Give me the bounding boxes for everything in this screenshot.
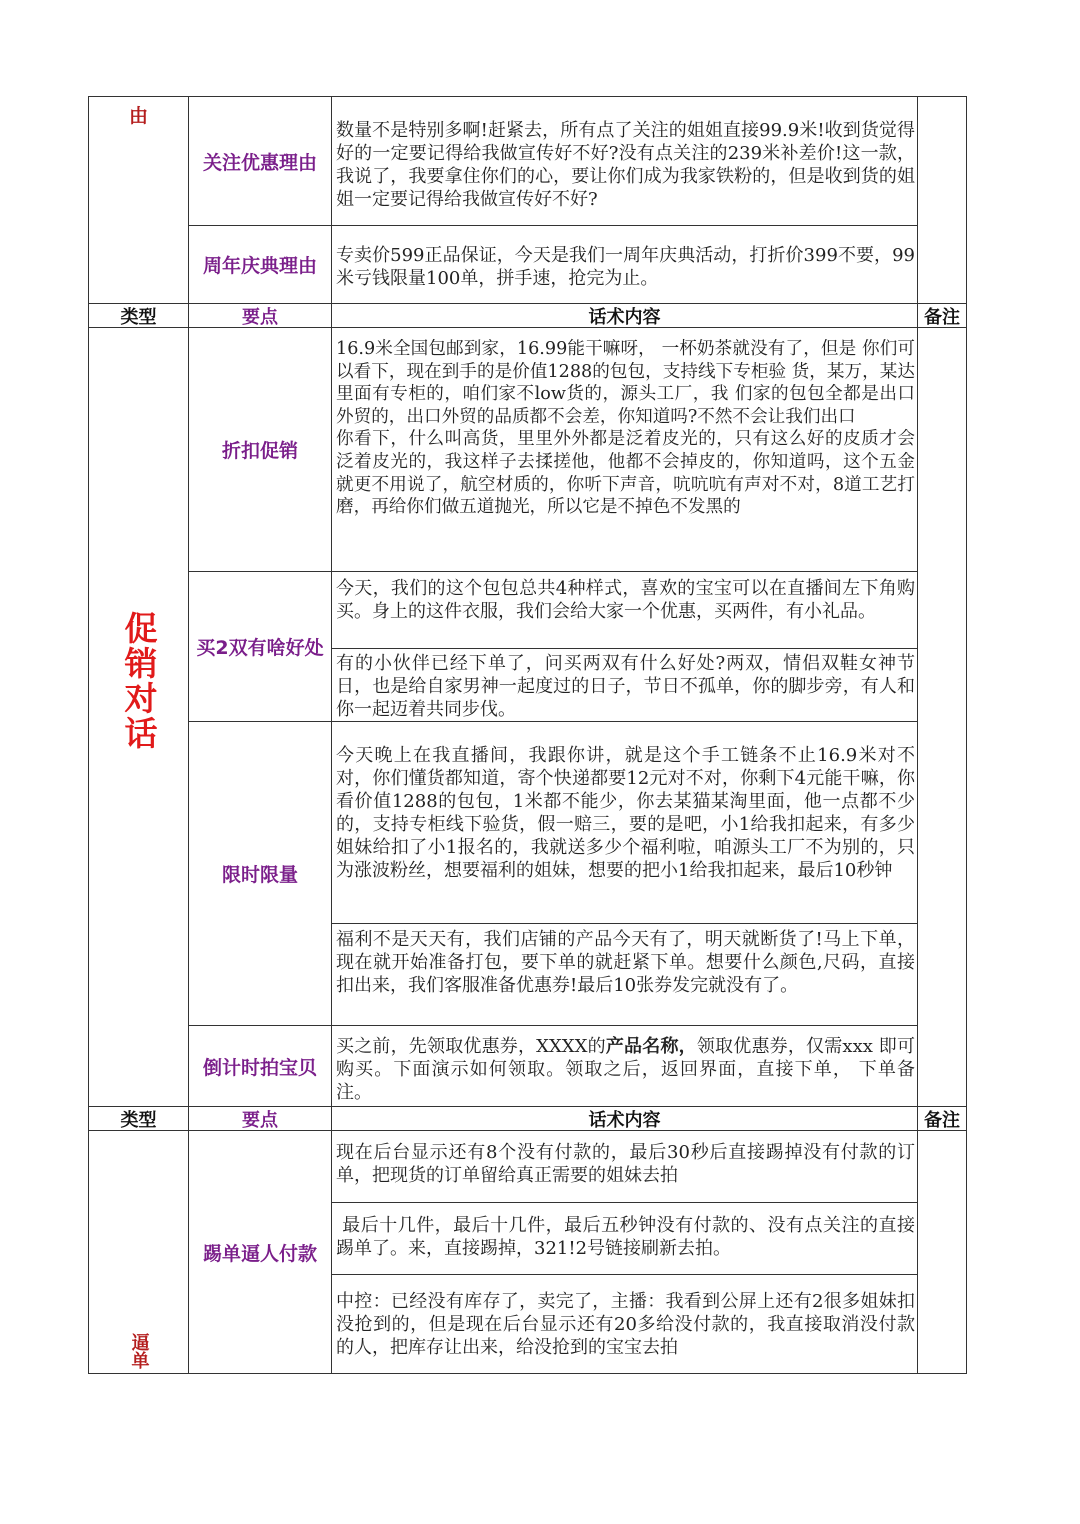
- key-cell-discount-promo: [188, 327, 332, 572]
- content-text-post: 领取优惠券，仅需xxx 即可购买。下面演示如何领取。领取之后，返回界面，直接下单， 下单备注。: [336, 1036, 915, 1103]
- header-note: 备注: [917, 1106, 967, 1131]
- content-text: 16.9米全国包邮到家，16.99能干嘛呀， 一杯奶茶就没有了，但是 你们可以看下，现在到手的是价值1288的包包，支持线下专柜验 货，某万，某达里面有专柜的，咱们家不low货的，源头工厂，我 们家的包包全都是出口外贸的，出口外贸的品质都不会差，你知道吗?不然不会让我们出口: [336, 339, 915, 427]
- section3-type-cell: [88, 1130, 189, 1374]
- key-cell-countdown: [188, 1025, 332, 1107]
- content-cell-follow-discount: [331, 96, 918, 226]
- content-text: 中控：已经没有库存了，卖完了，主播：我看到公屏上还有2很多姐妹扣没抢到的，但是现在后台显示还有20多给没付款的，我直接取消没付款的人，把库存让出来，给没抢到的宝宝去拍: [336, 1291, 915, 1358]
- header-note: 备注: [917, 303, 967, 328]
- section2-type-cell: [88, 327, 189, 1107]
- content-divider: [332, 923, 917, 924]
- key-label-countdown: 倒计时拍宝贝: [202, 1056, 317, 1079]
- key-cell-limited: [188, 721, 332, 1026]
- key-label-discount-promo: 折扣促销: [221, 440, 298, 462]
- note-cell: [917, 96, 967, 304]
- content-text: 现在后台显示还有8个没有付款的，最后30秒后直接踢掉没有付款的订单，把现货的订单留给真正需要的姐妹去拍: [336, 1142, 915, 1186]
- header-content: 话术内容: [331, 1106, 918, 1131]
- content-cell-buy-two: [331, 571, 918, 722]
- content-text: 福利不是天天有，我们店铺的产品今天有了，明天就断货了!马上下单，现在就开始准备打包，要下单的就赶紧下单。想要什么颜色,尺码，直接扣出来，我们客服准备优惠券!最后10张券发完就没有了。: [336, 929, 915, 996]
- header-content: 话术内容: [331, 303, 918, 328]
- header-type: 类型: [88, 1106, 189, 1131]
- product-name-bold: 产品名称，: [605, 1036, 697, 1057]
- content-divider: [332, 1202, 917, 1203]
- section2-type-label: 促销对话: [119, 611, 159, 751]
- content-cell-countdown: [331, 1025, 918, 1107]
- header-key: 要点: [188, 303, 332, 328]
- content-cell-limited: [331, 721, 918, 1026]
- section1-type-label: 由: [128, 105, 148, 127]
- content-cell-kick-order: [331, 1130, 918, 1374]
- key-cell-follow-discount: [188, 96, 332, 226]
- content-text: 有的小伙伴已经下单了，问买两双有什么好处?两双，情侣双鞋女神节日，也是给自家男神一起度过的日子，节日不孤单，你的脚步旁，有人和你一起迈着共同步伐。: [336, 653, 915, 720]
- content-cell-anniversary: [331, 225, 918, 304]
- key-cell-kick-order: [188, 1130, 332, 1374]
- key-label-buy-two: 买2双有啥好处: [196, 637, 324, 659]
- content-cell-discount-promo: [331, 327, 918, 572]
- key-label-follow-discount: 关注优惠理由: [202, 151, 317, 174]
- speech-script-table: [88, 96, 967, 1374]
- key-label-limited: 限时限量: [221, 864, 298, 886]
- section1-type-cell: [88, 96, 189, 304]
- section3-type-label: 逼单: [128, 1333, 150, 1369]
- content-text: 数量不是特别多啊!赶紧去，所有点了关注的姐姐直接99.9米!收到货觉得好的一定要记得给我做宣传好不好?没有点关注的239米补差价!这一款，我说了，我要拿住你们的心，要让你们成为我家铁粉的，但是收到货的姐姐一定要记得给我做宣传好不好?: [336, 120, 915, 210]
- key-label-kick-order: 踢单逼人付款: [202, 1242, 317, 1265]
- header-key: 要点: [188, 1106, 332, 1131]
- key-cell-buy-two: [188, 571, 332, 722]
- header-type: 类型: [88, 303, 189, 328]
- content-divider: [332, 648, 917, 649]
- content-text: 最后十几件，最后十几件，最后五秒钟没有付款的、没有点关注的直接踢单了。来，直接踢掉，321!2号链接刷新去拍。: [336, 1215, 915, 1259]
- content-text: 今天晚上在我直播间，我跟你讲，就是这个手工链条不止16.9米对不对，你们懂货都知道，寄个快递都要12元对不对，你剩下4元能干嘛，你看价值1288的包包，1米都不能少，你去某猫某淘里面，他一点都不少的，支持专柜线下验货，假一赔三，要的是吧，小1给我扣起来，有多少姐妹给扣了小1报名的，我就送多少个福利啦，咱源头工厂不为别的，只为涨波粉丝，想要福利的姐妹，想要的把小1给我扣起来，最后10秒钟: [336, 745, 915, 881]
- content-text: 专卖价599正品保证，今天是我们一周年庆典活动，打折价399不要，99米亏钱限量100单，拼手速，抢完为止。: [336, 245, 915, 289]
- content-text-pre: 买之前，先领取优惠券，XXXX的: [336, 1036, 606, 1057]
- content-text: 今天，我们的这个包包总共4种样式，喜欢的宝宝可以在直播间左下角购买。身上的这件衣服，我们会给大家一个优惠，买两件，有小礼品。: [336, 578, 915, 622]
- key-label-anniversary: 周年庆典理由: [202, 255, 317, 277]
- content-divider: [332, 1274, 917, 1275]
- note-cell: [917, 327, 967, 1107]
- key-cell-anniversary: [188, 225, 332, 304]
- note-cell: [917, 1130, 967, 1374]
- content-text: 你看下，什么叫高货，里里外外都是泛着皮光的，只有这么好的皮质才会泛着皮光的，我这样子去揉搓他，他都不会掉皮的，你知道吗，这个五金就更不用说了，航空材质的，你听下声音，吭吭吭有声对不对，8道工艺打磨，再给你们做五道抛光，所以它是不掉色不发黑的: [336, 429, 915, 518]
